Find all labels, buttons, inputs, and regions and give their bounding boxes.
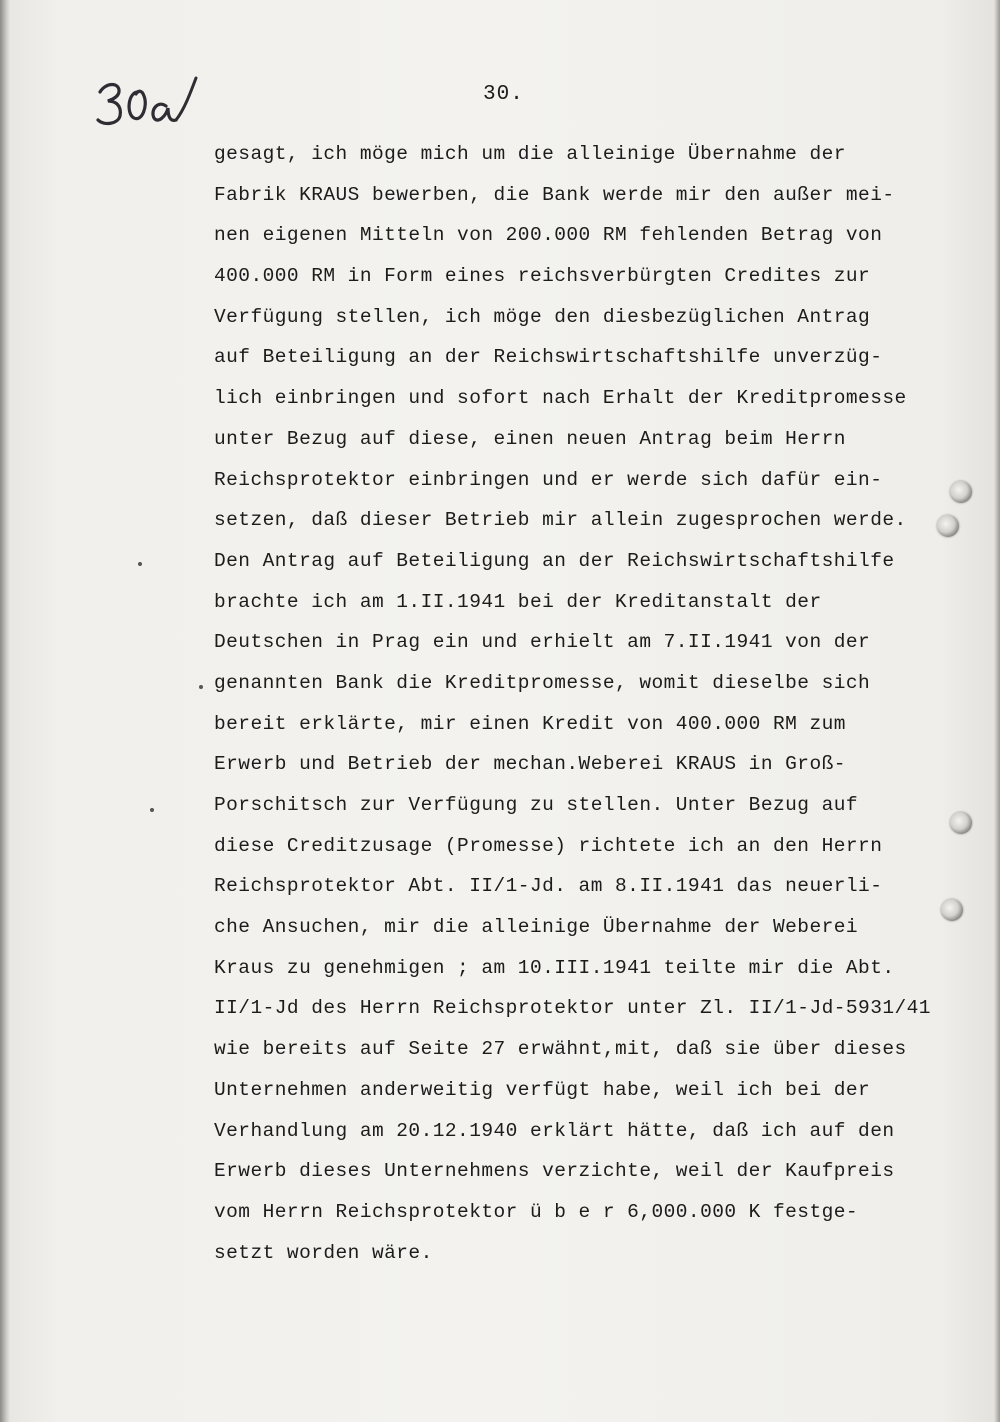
text-line: nen eigenen Mitteln von 200.000 RM fehlenden Betrag von	[214, 224, 883, 247]
typed-body-text	[214, 134, 954, 1273]
text-line: Reichsprotektor Abt. II/1-Jd. am 8.II.1941 das neuerli-	[214, 875, 883, 898]
text-line: Erwerb dieses Unternehmens verzichte, weil der Kaufpreis	[214, 1160, 895, 1183]
text-line: 400.000 RM in Form eines reichsverbürgten Credites zur	[214, 265, 871, 288]
text-line: Deutschen in Prag ein und erhielt am 7.II.1941 von der	[214, 631, 871, 654]
text-line: Unternehmen anderweitig verfügt habe, weil ich bei der	[214, 1078, 871, 1101]
text-line: Fabrik KRAUS bewerben, die Bank werde mir den außer mei-	[214, 183, 895, 206]
text-line: Porschitsch zur Verfügung zu stellen. Unter Bezug auf	[214, 794, 859, 816]
text-line: Verfügung stellen, ich möge den diesbezüglichen Antrag	[214, 305, 871, 328]
page-left-edge	[0, 0, 10, 1422]
punch-hole	[950, 812, 972, 834]
punch-hole	[937, 515, 959, 537]
text-line: Den Antrag auf Beteiligung an der Reichswirtschaftshilfe	[214, 549, 895, 572]
page-right-edge	[994, 0, 1000, 1422]
text-line: setzen, daß dieser Betrieb mir allein zugesprochen werde.	[214, 509, 907, 532]
text-line: genannten Bank die Kreditpromesse, womit dieselbe sich	[214, 671, 871, 694]
text-line: che Ansuchen, mir die alleinige Übernahme der Weberei	[214, 916, 859, 939]
text-line: Verhandlung am 20.12.1940 erklärt hätte, daß ich auf den	[214, 1119, 895, 1142]
margin-dot	[150, 808, 154, 812]
margin-dot	[199, 685, 203, 689]
page-number: 30.	[483, 83, 524, 106]
text-line: auf Beteiligung an der Reichswirtschaftshilfe unverzüg-	[214, 346, 883, 369]
text-line: brachte ich am 1.II.1941 bei der Kreditanstalt der	[214, 590, 822, 613]
text-line: II/1-Jd des Herrn Reichsprotektor unter Zl. II/1-Jd-5931/41	[214, 997, 931, 1020]
text-line: lich einbringen und sofort nach Erhalt der Kreditpromesse	[214, 387, 907, 410]
punch-hole	[941, 899, 963, 921]
text-line: Erwerb und Betrieb der mechan.Weberei KRAUS in Groß-	[214, 753, 846, 776]
text-line: diese Creditzusage (Promesse) richtete ich an den Herrn	[214, 834, 883, 857]
text-line: bereit erklärte, mir einen Kredit von 400.000 RM zum	[214, 712, 846, 735]
text-line: Kraus zu genehmigen ; am 10.III.1941 teilte mir die Abt.	[214, 956, 895, 979]
text-line: unter Bezug auf diese, einen neuen Antrag beim Herrn	[214, 427, 846, 450]
handwritten-annotation	[92, 70, 202, 130]
text-line: setzt worden wäre.	[214, 1241, 433, 1264]
text-line: gesagt, ich möge mich um die alleinige Übernahme der	[214, 143, 846, 165]
text-line: Reichsprotektor einbringen und er werde sich dafür ein-	[214, 468, 883, 491]
margin-dot	[138, 562, 142, 566]
text-line: vom Herrn Reichsprotektor ü b e r 6,000.000 K festge-	[214, 1200, 859, 1223]
punch-hole	[950, 481, 972, 503]
text-line: wie bereits auf Seite 27 erwähnt,mit, daß sie über dieses	[214, 1038, 907, 1061]
handwritten-30a-icon	[92, 70, 202, 130]
